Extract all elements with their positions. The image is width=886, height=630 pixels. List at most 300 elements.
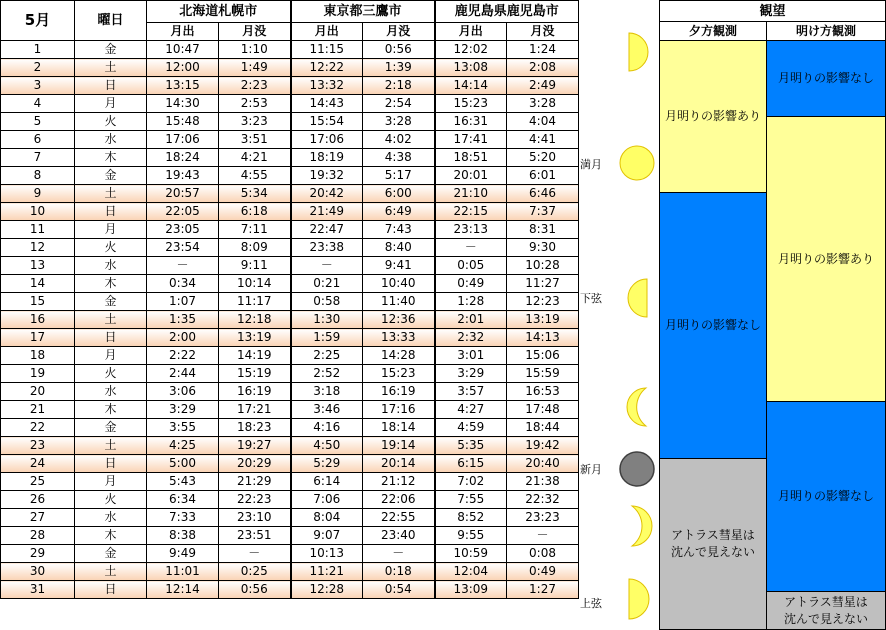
kagoshima-set-cell: 4:41 (507, 131, 579, 149)
mitaka-set-cell: 7:43 (363, 221, 435, 239)
kagoshima-rise-cell: 13:09 (435, 581, 507, 599)
mitaka-rise-cell: 10:13 (291, 545, 363, 563)
weekday-cell: 月 (75, 95, 147, 113)
kagoshima-set-cell: 19:42 (507, 437, 579, 455)
day-cell: 25 (1, 473, 75, 491)
weekday-cell: 水 (75, 383, 147, 401)
kagoshima-rise-cell: 17:41 (435, 131, 507, 149)
kagoshima-set-cell: 16:53 (507, 383, 579, 401)
weekday-cell: 日 (75, 455, 147, 473)
mitaka-set-cell: 6:00 (363, 185, 435, 203)
kagoshima-rise-cell: 6:15 (435, 455, 507, 473)
sapporo-set-cell: － (219, 545, 291, 563)
kagoshima-set-cell: 21:38 (507, 473, 579, 491)
kagoshima-set-cell: 17:48 (507, 401, 579, 419)
kagoshima-set-cell: 15:06 (507, 347, 579, 365)
sapporo-set-cell: 20:29 (219, 455, 291, 473)
kagoshima-set-cell: 13:19 (507, 311, 579, 329)
weekday-cell: 日 (75, 203, 147, 221)
mitaka-set-cell: 6:49 (363, 203, 435, 221)
moon-phase-column (578, 0, 660, 630)
mitaka-rise-cell: 21:49 (291, 203, 363, 221)
observation-title: 観望 (659, 0, 886, 22)
table-row (1, 347, 579, 365)
day-cell: 8 (1, 167, 75, 185)
observation-panel (659, 0, 886, 630)
mitaka-set-cell: 15:23 (363, 365, 435, 383)
mitaka-rise-cell: 9:07 (291, 527, 363, 545)
dawn-no-moon-1: 月明りの影響なし (766, 40, 886, 117)
evening-no-moon: 月明りの影響なし (659, 192, 767, 459)
kagoshima-rise-cell: 8:52 (435, 509, 507, 527)
weekday-cell: 金 (75, 167, 147, 185)
sapporo-rise-cell: 3:29 (147, 401, 219, 419)
kagoshima-rise-cell: 7:55 (435, 491, 507, 509)
kagoshima-set-cell: 7:37 (507, 203, 579, 221)
kagoshima-rise-cell: 3:01 (435, 347, 507, 365)
mitaka-rise-cell: 20:42 (291, 185, 363, 203)
month-header: 5月 (1, 1, 75, 41)
table-row (1, 203, 579, 221)
weekday-cell: 金 (75, 419, 147, 437)
kagoshima-rise-cell: 18:51 (435, 149, 507, 167)
sapporo-rise-cell: 6:34 (147, 491, 219, 509)
kagoshima-rise-cell: 15:23 (435, 95, 507, 113)
day-cell: 10 (1, 203, 75, 221)
day-cell: 26 (1, 491, 75, 509)
sapporo-set-cell: 10:14 (219, 275, 291, 293)
sapporo-rise-cell: 5:00 (147, 455, 219, 473)
mitaka-rise-cell: 0:21 (291, 275, 363, 293)
kagoshima-set-cell: 2:08 (507, 59, 579, 77)
last-quarter-label: 下弦 (580, 292, 602, 305)
table-row (1, 77, 579, 95)
rise-header: 月出 (291, 23, 363, 41)
sapporo-rise-cell: 15:48 (147, 113, 219, 131)
mitaka-rise-cell: 12:28 (291, 581, 363, 599)
mitaka-set-cell: 13:33 (363, 329, 435, 347)
sapporo-rise-cell: 3:55 (147, 419, 219, 437)
table-row (1, 167, 579, 185)
mitaka-set-cell: 10:40 (363, 275, 435, 293)
city-header-sapporo: 北海道札幌市 (147, 1, 291, 23)
sapporo-rise-cell: － (147, 257, 219, 275)
mitaka-set-cell: 4:02 (363, 131, 435, 149)
day-cell: 1 (1, 41, 75, 59)
day-cell: 24 (1, 455, 75, 473)
table-row (1, 239, 579, 257)
sapporo-set-cell: 1:10 (219, 41, 291, 59)
sapporo-set-cell: 8:09 (219, 239, 291, 257)
day-cell: 30 (1, 563, 75, 581)
kagoshima-rise-cell: 4:59 (435, 419, 507, 437)
mitaka-rise-cell: 5:29 (291, 455, 363, 473)
new-moon-icon (618, 450, 656, 488)
kagoshima-rise-cell: 20:01 (435, 167, 507, 185)
weekday-cell: 金 (75, 545, 147, 563)
kagoshima-set-cell: 9:30 (507, 239, 579, 257)
weekday-cell: 水 (75, 257, 147, 275)
sapporo-rise-cell: 1:07 (147, 293, 219, 311)
sapporo-rise-cell: 10:47 (147, 41, 219, 59)
mitaka-set-cell: 11:40 (363, 293, 435, 311)
mitaka-set-cell: 14:28 (363, 347, 435, 365)
kagoshima-set-cell: 1:27 (507, 581, 579, 599)
sapporo-rise-cell: 0:34 (147, 275, 219, 293)
sapporo-set-cell: 2:53 (219, 95, 291, 113)
evening-hidden: アトラス彗星は沈んで見えない (659, 458, 767, 630)
table-row (1, 437, 579, 455)
mitaka-set-cell: 12:36 (363, 311, 435, 329)
mitaka-rise-cell: 17:06 (291, 131, 363, 149)
mitaka-rise-cell: 12:22 (291, 59, 363, 77)
sapporo-rise-cell: 8:38 (147, 527, 219, 545)
sapporo-rise-cell: 3:06 (147, 383, 219, 401)
mitaka-set-cell: － (363, 545, 435, 563)
table-row (1, 581, 579, 599)
kagoshima-set-cell: － (507, 527, 579, 545)
mitaka-rise-cell: 1:59 (291, 329, 363, 347)
weekday-cell: 火 (75, 113, 147, 131)
day-cell: 17 (1, 329, 75, 347)
day-cell: 9 (1, 185, 75, 203)
mitaka-set-cell: 18:14 (363, 419, 435, 437)
mitaka-set-cell: 17:16 (363, 401, 435, 419)
weekday-cell: 日 (75, 329, 147, 347)
mitaka-rise-cell: 2:52 (291, 365, 363, 383)
kagoshima-set-cell: 1:24 (507, 41, 579, 59)
mitaka-rise-cell: 14:43 (291, 95, 363, 113)
sapporo-set-cell: 5:34 (219, 185, 291, 203)
sapporo-set-cell: 3:23 (219, 113, 291, 131)
sapporo-rise-cell: 2:00 (147, 329, 219, 347)
weekday-cell: 土 (75, 185, 147, 203)
sapporo-set-cell: 16:19 (219, 383, 291, 401)
dawn-no-moon-2: 月明りの影響なし (766, 401, 886, 592)
day-cell: 6 (1, 131, 75, 149)
table-row (1, 563, 579, 581)
sapporo-rise-cell: 12:00 (147, 59, 219, 77)
sapporo-rise-cell: 1:35 (147, 311, 219, 329)
dawn-header: 明け方観測 (766, 21, 886, 41)
table-row (1, 527, 579, 545)
mitaka-set-cell: 5:17 (363, 167, 435, 185)
first-quarter-moon-icon (624, 31, 654, 73)
kagoshima-rise-cell: 2:01 (435, 311, 507, 329)
sapporo-rise-cell: 7:33 (147, 509, 219, 527)
kagoshima-rise-cell: 16:31 (435, 113, 507, 131)
day-cell: 22 (1, 419, 75, 437)
kagoshima-set-cell: 20:40 (507, 455, 579, 473)
mitaka-rise-cell: 0:58 (291, 293, 363, 311)
kagoshima-rise-cell: 23:13 (435, 221, 507, 239)
mitaka-set-cell: 23:40 (363, 527, 435, 545)
mitaka-rise-cell: 19:32 (291, 167, 363, 185)
mitaka-rise-cell: 2:25 (291, 347, 363, 365)
kagoshima-set-cell: 8:31 (507, 221, 579, 239)
weekday-cell: 土 (75, 59, 147, 77)
kagoshima-set-cell: 3:28 (507, 95, 579, 113)
city-header-mitaka: 東京都三鷹市 (291, 1, 435, 23)
day-cell: 19 (1, 365, 75, 383)
weekday-cell: 日 (75, 77, 147, 95)
table-row (1, 473, 579, 491)
sapporo-rise-cell: 5:43 (147, 473, 219, 491)
sapporo-set-cell: 0:56 (219, 581, 291, 599)
table-row (1, 383, 579, 401)
waxing-crescent-moon-icon (626, 504, 654, 548)
mitaka-set-cell: 22:06 (363, 491, 435, 509)
mitaka-rise-cell: 22:47 (291, 221, 363, 239)
sapporo-set-cell: 14:19 (219, 347, 291, 365)
mitaka-set-cell: 2:18 (363, 77, 435, 95)
mitaka-set-cell: 16:19 (363, 383, 435, 401)
dawn-hidden: アトラス彗星は沈んで見えない (766, 591, 886, 630)
weekday-cell: 月 (75, 221, 147, 239)
day-cell: 27 (1, 509, 75, 527)
sapporo-set-cell: 4:55 (219, 167, 291, 185)
day-cell: 20 (1, 383, 75, 401)
sapporo-set-cell: 0:25 (219, 563, 291, 581)
table-row (1, 113, 579, 131)
table-row (1, 401, 579, 419)
sapporo-rise-cell: 13:15 (147, 77, 219, 95)
sapporo-set-cell: 2:23 (219, 77, 291, 95)
mitaka-rise-cell: 11:21 (291, 563, 363, 581)
kagoshima-set-cell: 10:28 (507, 257, 579, 275)
sapporo-rise-cell: 12:14 (147, 581, 219, 599)
mitaka-rise-cell: 4:16 (291, 419, 363, 437)
mitaka-rise-cell: 3:46 (291, 401, 363, 419)
kagoshima-set-cell: 14:13 (507, 329, 579, 347)
weekday-cell: 月 (75, 347, 147, 365)
day-cell: 5 (1, 113, 75, 131)
kagoshima-rise-cell: 4:27 (435, 401, 507, 419)
table-row (1, 545, 579, 563)
set-header: 月没 (507, 23, 579, 41)
sapporo-set-cell: 1:49 (219, 59, 291, 77)
sapporo-rise-cell: 2:22 (147, 347, 219, 365)
weekday-cell: 火 (75, 365, 147, 383)
kagoshima-rise-cell: 5:35 (435, 437, 507, 455)
table-row (1, 41, 579, 59)
mitaka-rise-cell: 15:54 (291, 113, 363, 131)
day-cell: 7 (1, 149, 75, 167)
kagoshima-set-cell: 6:01 (507, 167, 579, 185)
mitaka-set-cell: 19:14 (363, 437, 435, 455)
kagoshima-set-cell: 15:59 (507, 365, 579, 383)
last-quarter-moon-icon (622, 277, 652, 319)
first-quarter-moon-icon (624, 577, 654, 621)
mitaka-rise-cell: 1:30 (291, 311, 363, 329)
mitaka-rise-cell: 13:32 (291, 77, 363, 95)
table-row (1, 419, 579, 437)
sapporo-rise-cell: 18:24 (147, 149, 219, 167)
city-header-kagoshima: 鹿児島県鹿児島市 (435, 1, 579, 23)
weekday-cell: 木 (75, 527, 147, 545)
mitaka-rise-cell: 11:15 (291, 41, 363, 59)
table-row (1, 329, 579, 347)
kagoshima-rise-cell: 3:57 (435, 383, 507, 401)
kagoshima-rise-cell: 14:14 (435, 77, 507, 95)
mitaka-set-cell: 20:14 (363, 455, 435, 473)
kagoshima-set-cell: 11:27 (507, 275, 579, 293)
table-row (1, 365, 579, 383)
weekday-cell: 木 (75, 275, 147, 293)
sapporo-rise-cell: 22:05 (147, 203, 219, 221)
set-header: 月没 (219, 23, 291, 41)
kagoshima-rise-cell: 7:02 (435, 473, 507, 491)
mitaka-set-cell: 1:39 (363, 59, 435, 77)
sapporo-set-cell: 7:11 (219, 221, 291, 239)
day-cell: 4 (1, 95, 75, 113)
first-quarter-label: 上弦 (580, 597, 602, 610)
kagoshima-rise-cell: 22:15 (435, 203, 507, 221)
kagoshima-rise-cell: 9:55 (435, 527, 507, 545)
kagoshima-rise-cell: 0:05 (435, 257, 507, 275)
sapporo-rise-cell: 17:06 (147, 131, 219, 149)
table-row (1, 311, 579, 329)
weekday-cell: 日 (75, 581, 147, 599)
mitaka-set-cell: 0:56 (363, 41, 435, 59)
mitaka-set-cell: 4:38 (363, 149, 435, 167)
table-body (1, 41, 579, 599)
weekday-cell: 水 (75, 131, 147, 149)
kagoshima-set-cell: 12:23 (507, 293, 579, 311)
day-cell: 3 (1, 77, 75, 95)
day-cell: 31 (1, 581, 75, 599)
weekday-cell: 土 (75, 563, 147, 581)
mitaka-rise-cell: － (291, 257, 363, 275)
weekday-cell: 木 (75, 149, 147, 167)
day-cell: 2 (1, 59, 75, 77)
mitaka-rise-cell: 3:18 (291, 383, 363, 401)
sapporo-set-cell: 9:11 (219, 257, 291, 275)
kagoshima-rise-cell: 13:08 (435, 59, 507, 77)
mitaka-rise-cell: 8:04 (291, 509, 363, 527)
sapporo-set-cell: 13:19 (219, 329, 291, 347)
table-row (1, 455, 579, 473)
day-cell: 21 (1, 401, 75, 419)
mitaka-rise-cell: 7:06 (291, 491, 363, 509)
sapporo-set-cell: 6:18 (219, 203, 291, 221)
kagoshima-rise-cell: 3:29 (435, 365, 507, 383)
kagoshima-rise-cell: 21:10 (435, 185, 507, 203)
full-moon-label: 満月 (580, 158, 602, 171)
day-cell: 12 (1, 239, 75, 257)
kagoshima-set-cell: 6:46 (507, 185, 579, 203)
sapporo-set-cell: 17:21 (219, 401, 291, 419)
mitaka-set-cell: 2:54 (363, 95, 435, 113)
day-cell: 18 (1, 347, 75, 365)
day-cell: 13 (1, 257, 75, 275)
table-row (1, 185, 579, 203)
dawn-moonlit: 月明りの影響あり (766, 116, 886, 402)
weekday-cell: 火 (75, 239, 147, 257)
kagoshima-rise-cell: 0:49 (435, 275, 507, 293)
kagoshima-rise-cell: 2:32 (435, 329, 507, 347)
weekday-cell: 金 (75, 293, 147, 311)
weekday-cell: 土 (75, 437, 147, 455)
table-row (1, 275, 579, 293)
mitaka-set-cell: 9:41 (363, 257, 435, 275)
kagoshima-set-cell: 0:49 (507, 563, 579, 581)
sapporo-set-cell: 21:29 (219, 473, 291, 491)
day-cell: 29 (1, 545, 75, 563)
full-moon-icon (618, 144, 656, 182)
kagoshima-set-cell: 5:20 (507, 149, 579, 167)
weekday-header: 曜日 (75, 1, 147, 41)
mitaka-rise-cell: 6:14 (291, 473, 363, 491)
sapporo-rise-cell: 4:25 (147, 437, 219, 455)
sapporo-set-cell: 18:23 (219, 419, 291, 437)
table-row (1, 257, 579, 275)
weekday-cell: 水 (75, 509, 147, 527)
sapporo-rise-cell: 20:57 (147, 185, 219, 203)
sapporo-set-cell: 12:18 (219, 311, 291, 329)
kagoshima-set-cell: 23:23 (507, 509, 579, 527)
sapporo-set-cell: 22:23 (219, 491, 291, 509)
kagoshima-set-cell: 2:49 (507, 77, 579, 95)
sapporo-set-cell: 4:21 (219, 149, 291, 167)
day-cell: 23 (1, 437, 75, 455)
weekday-cell: 木 (75, 401, 147, 419)
table-row (1, 293, 579, 311)
sapporo-set-cell: 23:10 (219, 509, 291, 527)
sapporo-rise-cell: 19:43 (147, 167, 219, 185)
sapporo-rise-cell: 2:44 (147, 365, 219, 383)
table-row (1, 509, 579, 527)
set-header: 月没 (363, 23, 435, 41)
weekday-cell: 金 (75, 41, 147, 59)
sapporo-set-cell: 23:51 (219, 527, 291, 545)
sapporo-set-cell: 19:27 (219, 437, 291, 455)
sapporo-rise-cell: 23:05 (147, 221, 219, 239)
sapporo-set-cell: 15:19 (219, 365, 291, 383)
mitaka-set-cell: 21:12 (363, 473, 435, 491)
new-moon-label: 新月 (580, 463, 602, 476)
evening-header: 夕方観測 (659, 21, 767, 41)
kagoshima-rise-cell: 12:04 (435, 563, 507, 581)
rise-header: 月出 (435, 23, 507, 41)
table-row (1, 59, 579, 77)
evening-moonlit: 月明りの影響あり (659, 40, 767, 193)
waning-crescent-moon-icon (624, 386, 652, 428)
mitaka-rise-cell: 18:19 (291, 149, 363, 167)
day-cell: 15 (1, 293, 75, 311)
mitaka-set-cell: 0:54 (363, 581, 435, 599)
kagoshima-rise-cell: － (435, 239, 507, 257)
kagoshima-rise-cell: 10:59 (435, 545, 507, 563)
mitaka-set-cell: 3:28 (363, 113, 435, 131)
table-row (1, 131, 579, 149)
mitaka-set-cell: 8:40 (363, 239, 435, 257)
rise-header: 月出 (147, 23, 219, 41)
table-row (1, 221, 579, 239)
day-cell: 11 (1, 221, 75, 239)
day-cell: 28 (1, 527, 75, 545)
mitaka-set-cell: 0:18 (363, 563, 435, 581)
sapporo-rise-cell: 11:01 (147, 563, 219, 581)
day-cell: 16 (1, 311, 75, 329)
weekday-cell: 土 (75, 311, 147, 329)
weekday-cell: 月 (75, 473, 147, 491)
kagoshima-rise-cell: 1:28 (435, 293, 507, 311)
table-row (1, 491, 579, 509)
kagoshima-set-cell: 0:08 (507, 545, 579, 563)
sapporo-set-cell: 11:17 (219, 293, 291, 311)
sapporo-rise-cell: 14:30 (147, 95, 219, 113)
